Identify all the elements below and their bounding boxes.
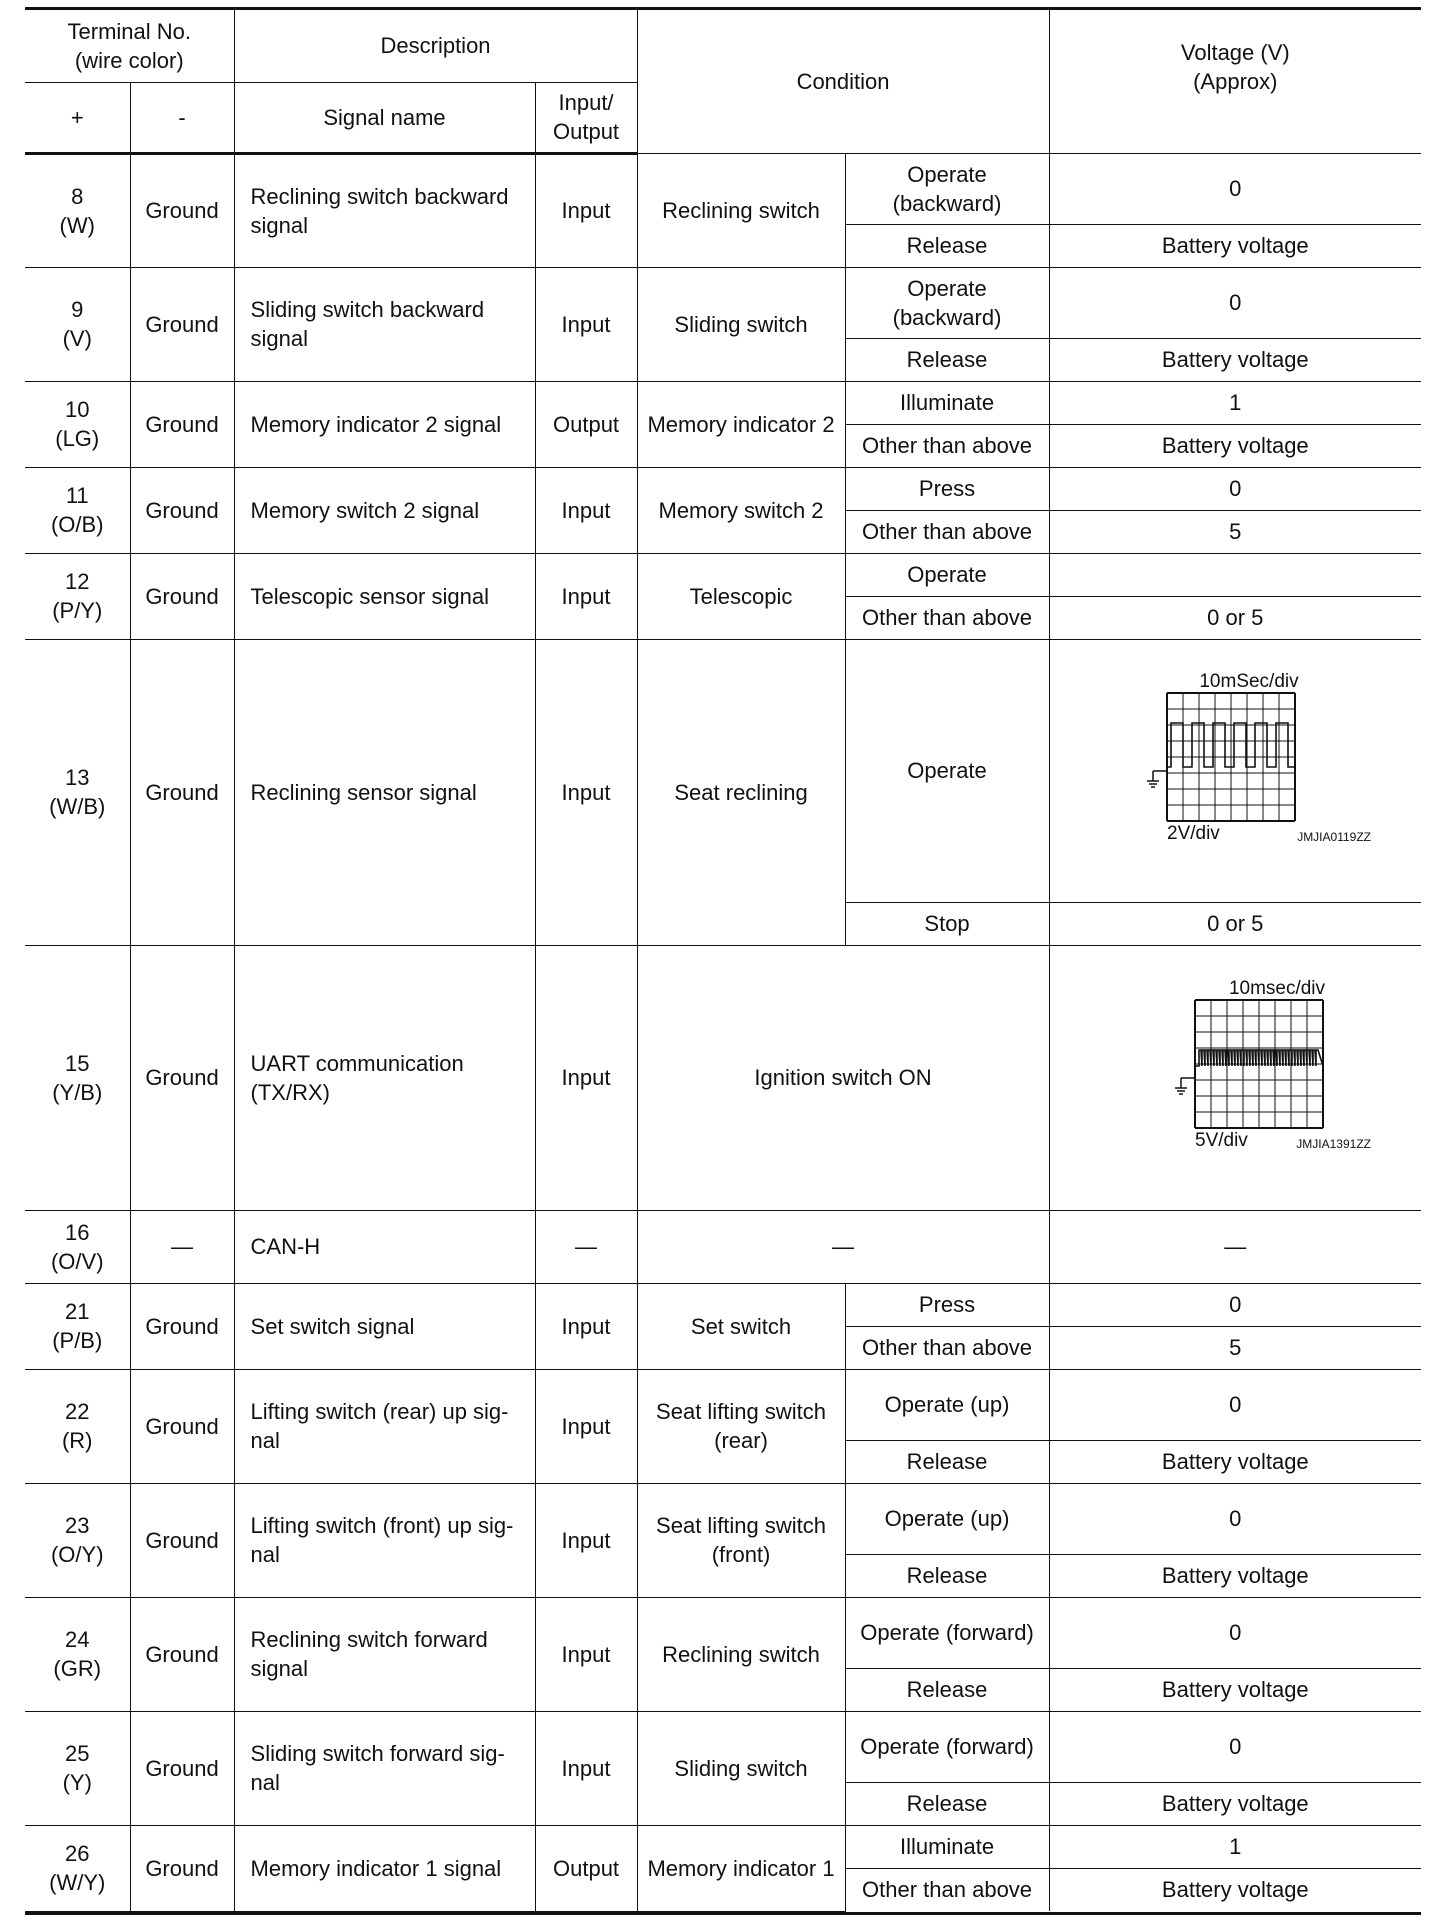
io-cell: Input	[535, 1283, 637, 1369]
oscilloscope-waveform	[1095, 661, 1375, 881]
voltage-cell: 5	[1049, 1326, 1421, 1369]
ground-cell: Ground	[130, 1711, 234, 1825]
sub-condition-cell: Operate (forward)	[845, 1711, 1049, 1782]
condition-cell: Reclining switch	[637, 153, 845, 267]
sub-condition-cell: Operate (backward)	[845, 267, 1049, 338]
io-cell: Input	[535, 1597, 637, 1711]
voltage-cell: 1	[1049, 1825, 1421, 1868]
condition-cell: Seat reclining	[637, 639, 845, 945]
voltage-cell: 0	[1049, 1483, 1421, 1554]
signal-trace	[1195, 1050, 1323, 1066]
table-row	[25, 467, 1421, 510]
voltage-cell: 0	[1049, 1711, 1421, 1782]
voltage-cell: —	[1049, 1210, 1421, 1283]
voltage-cell: Battery voltage	[1049, 1782, 1421, 1825]
figure-code: JMJIA0119ZZ	[1297, 829, 1372, 844]
voltage-cell: 1	[1049, 381, 1421, 424]
header-condition: Condition	[637, 10, 1049, 153]
sub-condition-cell: Operate (up)	[845, 1369, 1049, 1440]
voltage-cell: 0 or 5	[1049, 902, 1421, 945]
terminal-cell: 8 (W)	[25, 153, 130, 267]
sub-condition-cell: Operate (up)	[845, 1483, 1049, 1554]
terminal-cell: 16 (O/V)	[25, 1210, 130, 1283]
voltage-cell: 0	[1049, 1597, 1421, 1668]
sub-condition-cell: Release	[845, 1668, 1049, 1711]
io-cell: Input	[535, 1369, 637, 1483]
signal-name-cell: UART communication (TX/RX)	[234, 945, 535, 1210]
sub-condition-cell: Illuminate	[845, 381, 1049, 424]
signal-name-cell: Telescopic sensor signal	[234, 553, 535, 639]
condition-cell: Sliding switch	[637, 1711, 845, 1825]
ground-cell: Ground	[130, 1825, 234, 1911]
io-cell: —	[535, 1210, 637, 1283]
voltage-cell: Battery voltage	[1049, 1554, 1421, 1597]
waveform-cell	[1049, 945, 1421, 1210]
table-row	[25, 1369, 1421, 1440]
voltage-cell: Battery voltage	[1049, 1868, 1421, 1911]
voltage-cell: 5	[1049, 510, 1421, 553]
condition-cell: —	[637, 1210, 1049, 1283]
sub-condition-cell: Illuminate	[845, 1825, 1049, 1868]
sub-condition-cell: Other than above	[845, 510, 1049, 553]
oscilloscope-waveform	[1095, 968, 1375, 1188]
voltage-cell: 0 or 5	[1049, 596, 1421, 639]
terminal-cell: 12 (P/Y)	[25, 553, 130, 639]
table-row	[25, 1825, 1421, 1868]
table-row	[25, 1597, 1421, 1668]
voltage-cell: 0	[1049, 1369, 1421, 1440]
ground-cell: Ground	[130, 1483, 234, 1597]
ground-cell: Ground	[130, 467, 234, 553]
sub-condition-cell: Operate (backward)	[845, 153, 1049, 224]
table-row	[25, 153, 1421, 224]
condition-cell: Seat lifting switch (front)	[637, 1483, 845, 1597]
sub-condition-cell: Operate	[845, 553, 1049, 596]
ground-cell: Ground	[130, 1369, 234, 1483]
voltage-cell: Battery voltage	[1049, 1440, 1421, 1483]
signal-name-cell: Set switch signal	[234, 1283, 535, 1369]
figure-code: JMJIA1391ZZ	[1296, 1136, 1372, 1151]
condition-cell: Seat lifting switch (rear)	[637, 1369, 845, 1483]
ground-cell: Ground	[130, 153, 234, 267]
io-cell: Input	[535, 639, 637, 945]
condition-cell: Ignition switch ON	[637, 945, 1049, 1210]
table-row	[25, 553, 1421, 596]
sub-condition-cell: Other than above	[845, 1868, 1049, 1911]
signal-name-cell: Lifting switch (front) up sig-nal	[234, 1483, 535, 1597]
header-voltage: Voltage (V) (Approx)	[1049, 10, 1421, 153]
terminal-cell: 22 (R)	[25, 1369, 130, 1483]
ground-cell: Ground	[130, 553, 234, 639]
ground-cell: Ground	[130, 267, 234, 381]
io-cell: Output	[535, 1825, 637, 1911]
voltage-cell	[1049, 553, 1421, 596]
signal-name-cell: Memory indicator 1 signal	[234, 1825, 535, 1911]
terminal-cell: 10 (LG)	[25, 381, 130, 467]
condition-cell: Telescopic	[637, 553, 845, 639]
signal-name-cell: Lifting switch (rear) up sig-nal	[234, 1369, 535, 1483]
header-plus: +	[25, 82, 130, 153]
volts-per-div-label: 5V/div	[1195, 1129, 1249, 1151]
header-signal-name: Signal name	[234, 82, 535, 153]
condition-cell: Memory switch 2	[637, 467, 845, 553]
terminal-cell: 26 (W/Y)	[25, 1825, 130, 1911]
condition-cell: Reclining switch	[637, 1597, 845, 1711]
ground-symbol-icon	[1147, 771, 1167, 787]
ground-cell: Ground	[130, 1597, 234, 1711]
voltage-cell: Battery voltage	[1049, 224, 1421, 267]
io-cell: Input	[535, 267, 637, 381]
terminal-cell: 15 (Y/B)	[25, 945, 130, 1210]
sub-condition-cell: Release	[845, 1782, 1049, 1825]
io-cell: Input	[535, 1711, 637, 1825]
table-row	[25, 945, 1421, 1210]
table-row	[25, 267, 1421, 338]
voltage-cell: 0	[1049, 267, 1421, 338]
sub-condition-cell: Release	[845, 1554, 1049, 1597]
io-cell: Input	[535, 945, 637, 1210]
sub-condition-cell: Stop	[845, 902, 1049, 945]
header-minus: -	[130, 82, 234, 153]
sub-condition-cell: Other than above	[845, 596, 1049, 639]
voltage-cell: Battery voltage	[1049, 1668, 1421, 1711]
io-cell: Output	[535, 381, 637, 467]
signal-name-cell: Memory indicator 2 signal	[234, 381, 535, 467]
voltage-cell: 0	[1049, 467, 1421, 510]
header-terminal-no: Terminal No. (wire color)	[25, 10, 234, 82]
terminal-cell: 21 (P/B)	[25, 1283, 130, 1369]
terminal-cell: 13 (W/B)	[25, 639, 130, 945]
voltage-cell: Battery voltage	[1049, 424, 1421, 467]
ground-cell: Ground	[130, 381, 234, 467]
sub-condition-cell: Operate (forward)	[845, 1597, 1049, 1668]
table-row	[25, 1283, 1421, 1326]
terminal-cell: 25 (Y)	[25, 1711, 130, 1825]
terminal-cell: 23 (O/Y)	[25, 1483, 130, 1597]
signal-name-cell: Sliding switch backward signal	[234, 267, 535, 381]
condition-cell: Sliding switch	[637, 267, 845, 381]
waveform-cell	[1049, 639, 1421, 902]
io-cell: Input	[535, 153, 637, 267]
condition-cell: Set switch	[637, 1283, 845, 1369]
signal-name-cell: Memory switch 2 signal	[234, 467, 535, 553]
table-row	[25, 1483, 1421, 1554]
signal-name-cell: Reclining switch forward signal	[234, 1597, 535, 1711]
signal-name-cell: Sliding switch forward sig-nal	[234, 1711, 535, 1825]
terminal-table	[25, 7, 1421, 1915]
signal-name-cell: Reclining switch backward signal	[234, 153, 535, 267]
voltage-cell: 0	[1049, 153, 1421, 224]
terminal-cell: 24 (GR)	[25, 1597, 130, 1711]
ground-cell: Ground	[130, 945, 234, 1210]
terminal-cell: 11 (O/B)	[25, 467, 130, 553]
ground-cell: Ground	[130, 639, 234, 945]
header-description: Description	[234, 10, 637, 82]
sub-condition-cell: Other than above	[845, 424, 1049, 467]
ground-cell: —	[130, 1210, 234, 1283]
voltage-cell: Battery voltage	[1049, 338, 1421, 381]
header-input-output: Input/ Output	[535, 82, 637, 153]
io-cell: Input	[535, 553, 637, 639]
sub-condition-cell: Operate	[845, 639, 1049, 902]
table-row	[25, 1711, 1421, 1782]
sub-condition-cell: Press	[845, 1283, 1049, 1326]
sub-condition-cell: Other than above	[845, 1326, 1049, 1369]
timebase-label: 10msec/div	[1229, 977, 1326, 999]
io-cell: Input	[535, 467, 637, 553]
table-row	[25, 1210, 1421, 1283]
condition-cell: Memory indicator 2	[637, 381, 845, 467]
timebase-label: 10mSec/div	[1199, 670, 1299, 692]
table-row	[25, 381, 1421, 424]
sub-condition-cell: Release	[845, 224, 1049, 267]
sub-condition-cell: Release	[845, 1440, 1049, 1483]
voltage-cell: 0	[1049, 1283, 1421, 1326]
sub-condition-cell: Release	[845, 338, 1049, 381]
signal-name-cell: Reclining sensor signal	[234, 639, 535, 945]
ground-cell: Ground	[130, 1283, 234, 1369]
volts-per-div-label: 2V/div	[1167, 822, 1221, 844]
ground-symbol-icon	[1175, 1078, 1195, 1094]
table-row	[25, 639, 1421, 902]
sub-condition-cell: Press	[845, 467, 1049, 510]
terminal-cell: 9 (V)	[25, 267, 130, 381]
condition-cell: Memory indicator 1	[637, 1825, 845, 1911]
signal-name-cell: CAN-H	[234, 1210, 535, 1283]
io-cell: Input	[535, 1483, 637, 1597]
